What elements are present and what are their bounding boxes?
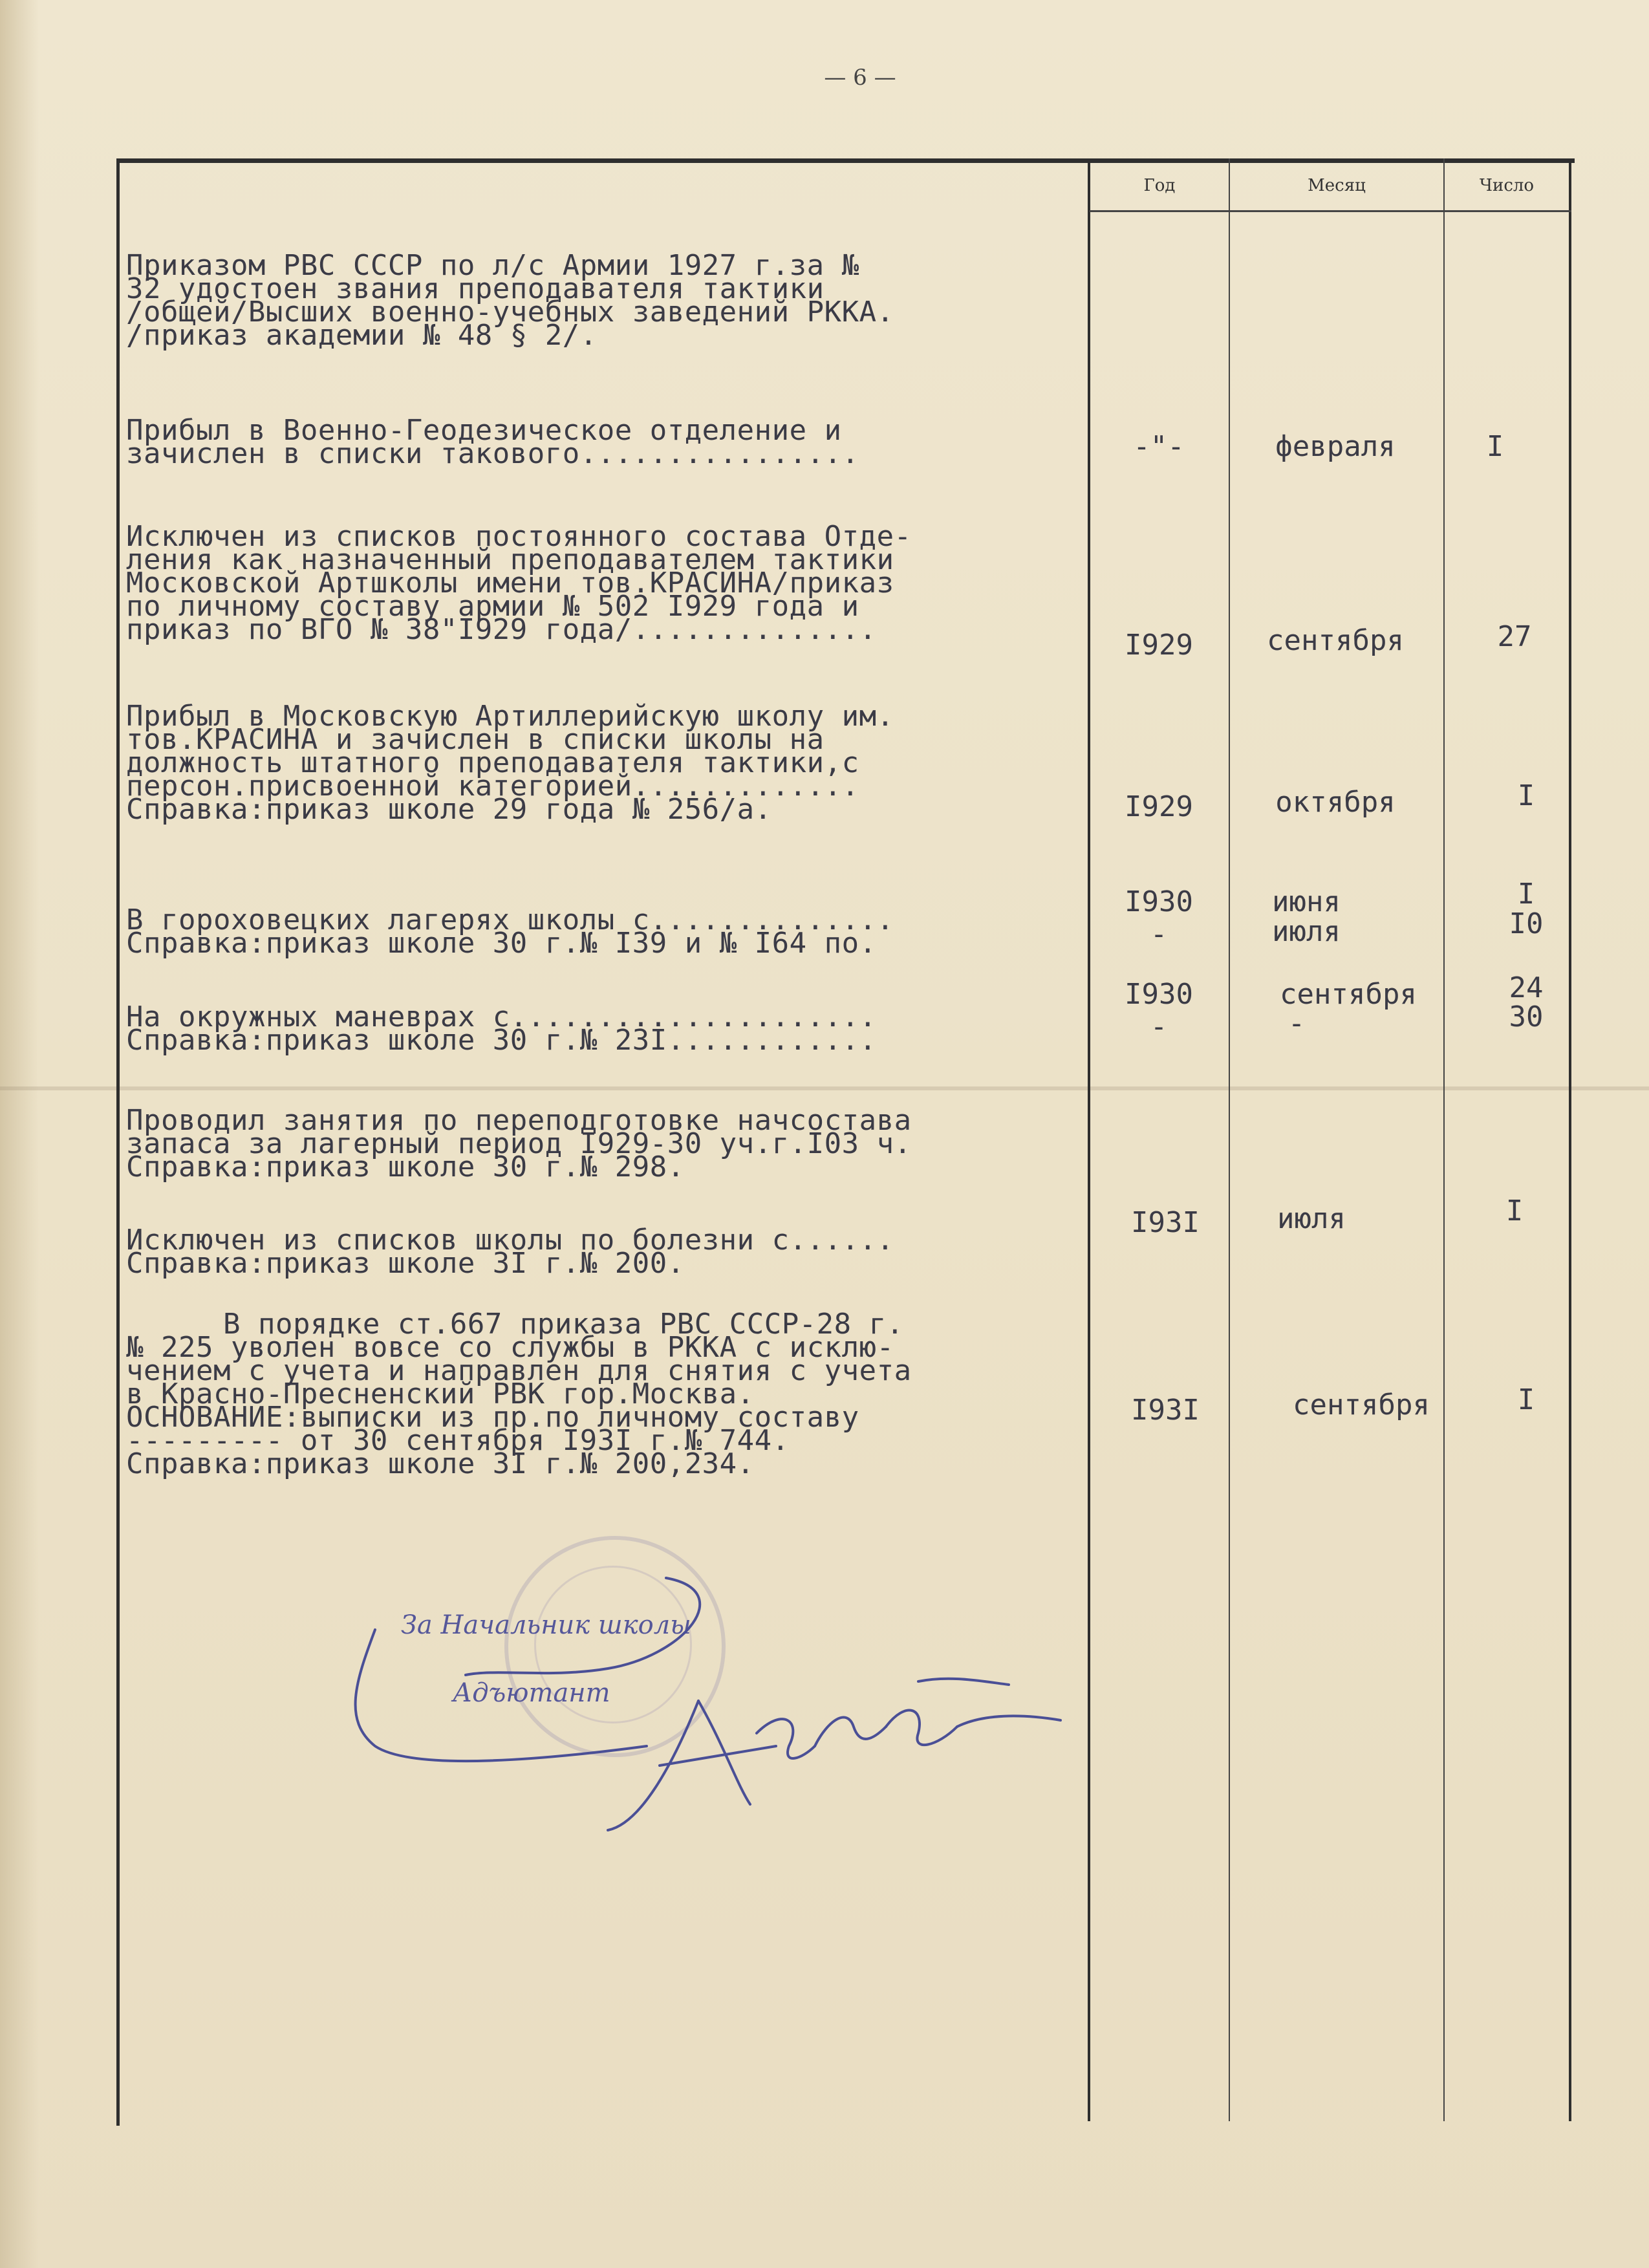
entry-year: -"- <box>1133 430 1185 463</box>
column-header-day: Число <box>1479 176 1535 195</box>
entry-text <box>126 1000 1109 1057</box>
page-number: — 6 — <box>824 65 896 91</box>
entry-year: I930 <box>1125 978 1193 1011</box>
entry-line: по личному составу армии № 502 I929 года и <box>126 590 859 623</box>
column-header-month: Месяц <box>1308 176 1366 195</box>
entry-line: Прибыл в Московскую Артиллерийскую школу им. <box>126 700 894 733</box>
entry-day-end: I0 <box>1509 907 1544 940</box>
entry-month: февраля <box>1275 430 1396 463</box>
entry-month: июня <box>1272 885 1341 918</box>
entry-day: I <box>1517 779 1535 812</box>
entry-line: Справка:приказ школе 3I г.№ 200. <box>126 1247 685 1280</box>
entry-month: сентября <box>1280 978 1417 1011</box>
entry-year: I929 <box>1125 629 1193 662</box>
entry-year-continued: - <box>1150 1010 1168 1043</box>
entry-year: I929 <box>1125 790 1193 823</box>
entry-line: зачислен в списки такового................ <box>126 437 859 470</box>
entry-day: 27 <box>1497 620 1532 653</box>
entry-line: Справка:приказ школе 30 г.№ 23I............ <box>126 1024 877 1057</box>
table-right-border <box>1569 158 1571 2121</box>
entry-text <box>126 700 1109 826</box>
entry-text <box>126 903 1109 960</box>
entry-line: В порядке ст.667 приказа РВС СССР-28 г. <box>223 1308 904 1341</box>
entry-day: I <box>1486 430 1504 463</box>
signature-title: За Начальник школы <box>401 1610 691 1640</box>
entry-text <box>126 1224 1109 1280</box>
signature-role: Адъютант <box>453 1678 610 1708</box>
header-underline <box>1090 210 1571 212</box>
entry-line: чением с учета и направлен для снятия с учета <box>126 1354 912 1387</box>
entry-line: Московской Артшколы имени тов.КРАСИНА/приказ <box>126 567 894 599</box>
entry-line: Проводил занятия по переподготовке начсостава <box>126 1104 912 1137</box>
entry-line: тов.КРАСИНА и зачислен в списки школы на <box>126 723 824 756</box>
entry-line: Исключен из списков школы по болезни с...... <box>126 1224 894 1257</box>
entry-year: I93I <box>1131 1394 1200 1427</box>
entry-month: июля <box>1277 1202 1346 1235</box>
entry-line: 32 удостоен звания преподавателя тактики <box>126 272 824 305</box>
entry-year: I930 <box>1125 885 1193 918</box>
entry-line: Прибыл в Военно-Геодезическое отделение и <box>126 414 842 447</box>
entry-day-end: 30 <box>1509 1000 1544 1033</box>
entry-line: Справка:приказ школе 30 г.№ 298. <box>126 1150 685 1183</box>
entry-line: Справка:приказ школе 29 года № 256/а. <box>126 793 772 826</box>
entry-line: приказ по ВГО № 38"I929 года/.............. <box>126 613 877 646</box>
entry-line: В гороховецких лагерях школы с.............. <box>126 903 894 936</box>
entry-day: I <box>1517 878 1535 911</box>
entry-text <box>126 520 1109 646</box>
entry-month-continued: - <box>1288 1007 1306 1040</box>
entry-line: ления как назначенный преподавателем тактики <box>126 543 894 576</box>
entry-line: Справка:приказ школе 30 г.№ I39 и № I64 по. <box>126 927 877 960</box>
entry-month: октября <box>1275 786 1396 819</box>
handwritten-signature <box>336 1552 1112 1863</box>
entry-day: 24 <box>1509 971 1544 1004</box>
entry-year: I93I <box>1131 1206 1200 1239</box>
entry-line: Исключен из списков постоянного состава Отде- <box>126 520 912 553</box>
entry-year-continued: - <box>1150 918 1168 951</box>
entry-line: должность штатного преподавателя тактики,с <box>126 746 859 779</box>
page-edge-shadow <box>0 0 39 2268</box>
entry-line: На окружных маневрах с..................... <box>126 1000 877 1033</box>
entry-text <box>126 1104 1109 1183</box>
column-divider-year-month <box>1229 158 1230 2121</box>
entry-text <box>126 249 1109 352</box>
entry-line: --------- от 30 сентября I93I г.№ 744. <box>126 1424 790 1457</box>
entry-line: персон.присвоенной категорией............. <box>126 770 859 803</box>
entry-month-end: июля <box>1272 915 1341 948</box>
entry-month: сентября <box>1267 624 1404 657</box>
entry-line: /приказ академии № 48 § 2/. <box>126 319 598 352</box>
entry-line: № 225 уволен вовсе со службы в РККА с исклю- <box>126 1331 894 1364</box>
entry-line: ОСНОВАНИЕ:выписки из пр.по личному составу <box>126 1401 859 1434</box>
entry-day: I <box>1517 1383 1535 1416</box>
entry-line: в Красно-Пресненский РВК гор.Москва. <box>126 1377 755 1410</box>
column-header-year: Год <box>1143 176 1176 195</box>
entry-line: /общей/Высших военно-учебных заведений РККА. <box>126 296 894 329</box>
entry-day: I <box>1505 1194 1524 1227</box>
entry-text <box>126 1308 1109 1480</box>
entry-month: сентября <box>1293 1388 1430 1421</box>
entry-text <box>126 414 1109 470</box>
entry-line: запаса за лагерный период I929-30 уч.г.I03 ч. <box>126 1127 912 1160</box>
column-divider-month-day <box>1443 158 1445 2121</box>
entry-line: Приказом РВС СССР по л/с Армии 1927 г.за № <box>126 249 859 282</box>
entry-line: Справка:приказ школе 3I г.№ 200,234. <box>126 1447 755 1480</box>
